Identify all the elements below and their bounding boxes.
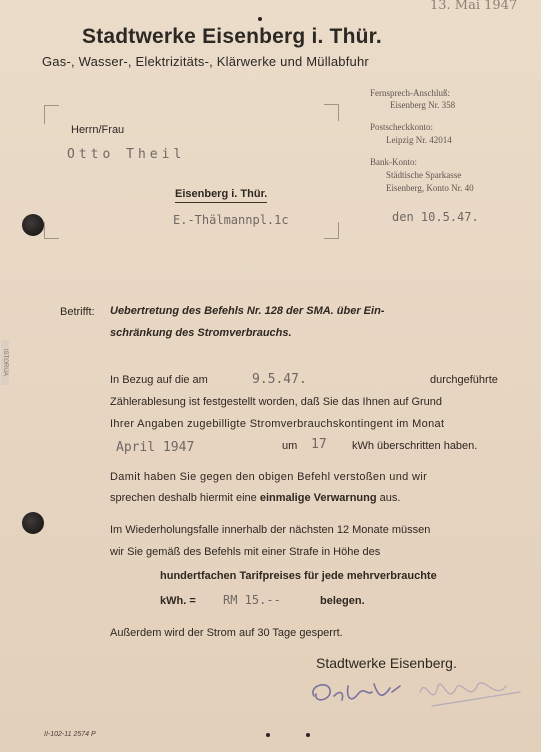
- overrun-kwh: 17: [311, 437, 327, 452]
- subject-label: Betrifft:: [60, 306, 95, 318]
- recipient-city: Eisenberg i. Thür.: [175, 188, 267, 203]
- address-window-corner-top-left: [44, 105, 59, 124]
- p2-line2-suffix: aus.: [379, 492, 401, 504]
- mark-dot-top: [258, 17, 262, 21]
- punch-hole-upper: [22, 214, 44, 236]
- penalty-amount: RM 15.--: [223, 593, 281, 607]
- letterhead-subtitle: Gas-, Wasser-, Elektrizitäts-, Klärwerke und Müllabfuhr: [42, 54, 369, 69]
- p3-line3: hundertfachen Tarifpreises für jede mehrverbrauchte: [160, 570, 437, 582]
- um-label: um: [282, 440, 298, 452]
- address-window-corner-bottom-right: [324, 222, 339, 239]
- bank-line2: Eisenberg, Konto Nr. 40: [386, 183, 474, 193]
- address-window-corner-top-right: [324, 104, 339, 121]
- bank-label: Bank-Konto:: [370, 157, 417, 167]
- p3-line4-suffix: belegen.: [320, 595, 365, 607]
- salutation: Herrn/Frau: [71, 124, 125, 136]
- letterhead-title: Stadtwerke Eisenberg i. Thür.: [82, 25, 382, 48]
- p2-line2-prefix: sprechen deshalb hiermit eine: [110, 492, 257, 504]
- overrun-month: April 1947: [116, 440, 195, 455]
- address-window-corner-bottom-left: [44, 222, 59, 239]
- sender-name: Stadtwerke Eisenberg.: [316, 655, 457, 671]
- warning-phrase: einmalige Verwarnung: [259, 492, 377, 504]
- phone-value: Eisenberg Nr. 358: [390, 100, 456, 110]
- punch-hole-lower: [22, 512, 44, 534]
- postcheck-value: Leipzig Nr. 42014: [386, 135, 452, 145]
- mark-dot-bottom-1: [266, 733, 270, 737]
- p3-line4-prefix: kWh. =: [160, 595, 196, 607]
- recipient-street: E.-Thälmannpl.1c: [173, 213, 289, 227]
- p1-suffix: durchgeführte: [430, 374, 498, 386]
- reading-date: 9.5.47.: [252, 372, 307, 387]
- p2-line1: Damit haben Sie gegen den obigen Befehl verstoßen und wir: [110, 471, 428, 483]
- subject-line-1: Uebertretung des Befehls Nr. 128 der SMA. über Ein-: [110, 305, 385, 317]
- mark-dot-bottom-2: [306, 733, 310, 737]
- phone-label: Fernsprech-Anschluß:: [370, 88, 450, 98]
- form-code: II-102-11 2574 P: [44, 731, 96, 738]
- handwritten-signature: [300, 666, 528, 722]
- letter-date: den 10.5.47.: [392, 210, 479, 224]
- p4-line1: Außerdem wird der Strom auf 30 Tage gesperrt.: [110, 627, 343, 639]
- subject-line-2: schränkung des Stromverbrauchs.: [110, 327, 292, 339]
- side-watermark: ISTORIJA: [1, 340, 9, 385]
- kwh-suffix: kWh überschritten haben.: [352, 440, 478, 452]
- p3-line2: wir Sie gemäß des Befehls mit einer Strafe in Höhe des: [110, 546, 381, 558]
- p1-prefix: In Bezug auf die am: [110, 374, 208, 386]
- p1-line2: Zählerablesung ist festgestellt worden, daß Sie das Ihnen auf Grund: [110, 396, 443, 408]
- bank-line1: Städtische Sparkasse: [386, 170, 462, 180]
- postcheck-label: Postscheckkonto:: [370, 122, 433, 132]
- p1-line3: Ihrer Angaben zugebilligte Stromverbrauchskontingent im Monat: [110, 418, 445, 430]
- recipient-name: Otto Theil: [67, 147, 186, 162]
- p2-line2: [110, 492, 400, 504]
- received-date-stamp: 13. Mai 1947: [430, 0, 518, 13]
- p3-line1: Im Wiederholungsfalle innerhalb der nächsten 12 Monate müssen: [110, 524, 431, 536]
